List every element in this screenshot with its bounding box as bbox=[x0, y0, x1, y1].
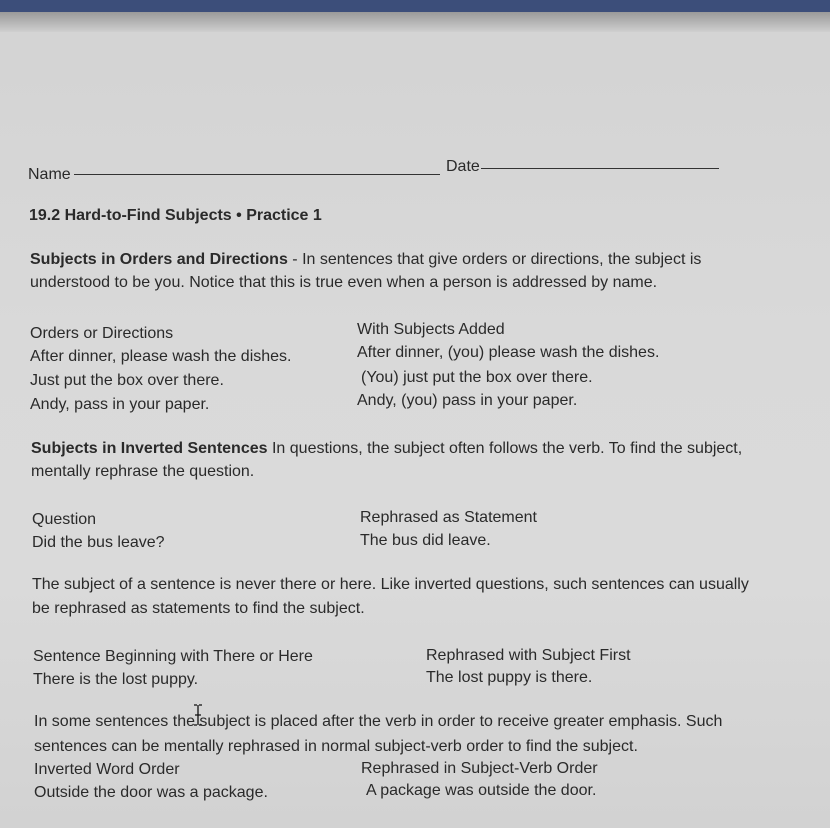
section2-left-header: Question bbox=[32, 511, 97, 528]
section2-right-header: Rephrased as Statement bbox=[360, 509, 537, 526]
section3-line2: be rephrased as statements to find the subject. bbox=[32, 600, 365, 617]
section4-line1: In some sentences the subject is placed after the verb in order to receive greater emphasis. Such bbox=[34, 713, 723, 730]
section3-left-row: There is the lost puppy. bbox=[33, 671, 199, 688]
section1-left-row: After dinner, please wash the dishes. bbox=[30, 348, 292, 365]
section2-heading: Subjects in Inverted Sentences bbox=[31, 440, 268, 457]
section1-right-row: (You) just put the box over there. bbox=[361, 369, 593, 386]
section1-line1 bbox=[30, 250, 701, 270]
name-label: Name bbox=[28, 166, 71, 183]
section2-intro-rest: In questions, the subject often follows the verb. To find the subject, bbox=[267, 440, 743, 457]
text-cursor-icon bbox=[192, 704, 202, 724]
section1-heading: Subjects in Orders and Directions bbox=[30, 251, 288, 268]
section2-line2: mentally rephrase the question. bbox=[31, 463, 255, 480]
name-blank-line bbox=[74, 174, 440, 175]
window-top-bar bbox=[0, 0, 830, 12]
section4-right-row: A package was outside the door. bbox=[366, 782, 597, 799]
section1-left-header: Orders or Directions bbox=[30, 325, 174, 342]
section1-right-row: Andy, (you) pass in your paper. bbox=[357, 392, 578, 409]
section1-line2: understood to be you. Notice that this is true even when a person is addressed by name. bbox=[30, 274, 658, 291]
date-blank-line bbox=[481, 168, 719, 169]
section3-line1: The subject of a sentence is never there or here. Like inverted questions, such sentences can usually bbox=[32, 576, 749, 593]
section4-line2: sentences can be mentally rephrased in normal subject-verb order to find the subject. bbox=[34, 738, 638, 755]
section4-right-header: Rephrased in Subject-Verb Order bbox=[361, 760, 598, 777]
section1-intro-rest: - In sentences that give orders or directions, the subject is bbox=[287, 251, 702, 268]
section1-right-row: After dinner, (you) please wash the dishes. bbox=[357, 344, 660, 361]
section2-line1 bbox=[31, 439, 742, 459]
top-bar-shadow bbox=[0, 12, 830, 32]
section2-left-row: Did the bus leave? bbox=[32, 534, 165, 551]
section4-left-header: Inverted Word Order bbox=[34, 761, 180, 778]
section4-left-row: Outside the door was a package. bbox=[34, 784, 268, 801]
section3-left-header: Sentence Beginning with There or Here bbox=[33, 648, 313, 665]
section3-right-row: The lost puppy is there. bbox=[426, 669, 593, 686]
section2-right-row: The bus did leave. bbox=[360, 532, 491, 549]
section1-left-row: Andy, pass in your paper. bbox=[30, 396, 210, 413]
lesson-title: 19.2 Hard-to-Find Subjects • Practice 1 bbox=[29, 207, 322, 224]
section3-right-header: Rephrased with Subject First bbox=[426, 647, 631, 664]
section1-left-row: Just put the box over there. bbox=[30, 372, 224, 389]
section1-right-header: With Subjects Added bbox=[357, 321, 505, 338]
date-label: Date bbox=[446, 158, 480, 175]
